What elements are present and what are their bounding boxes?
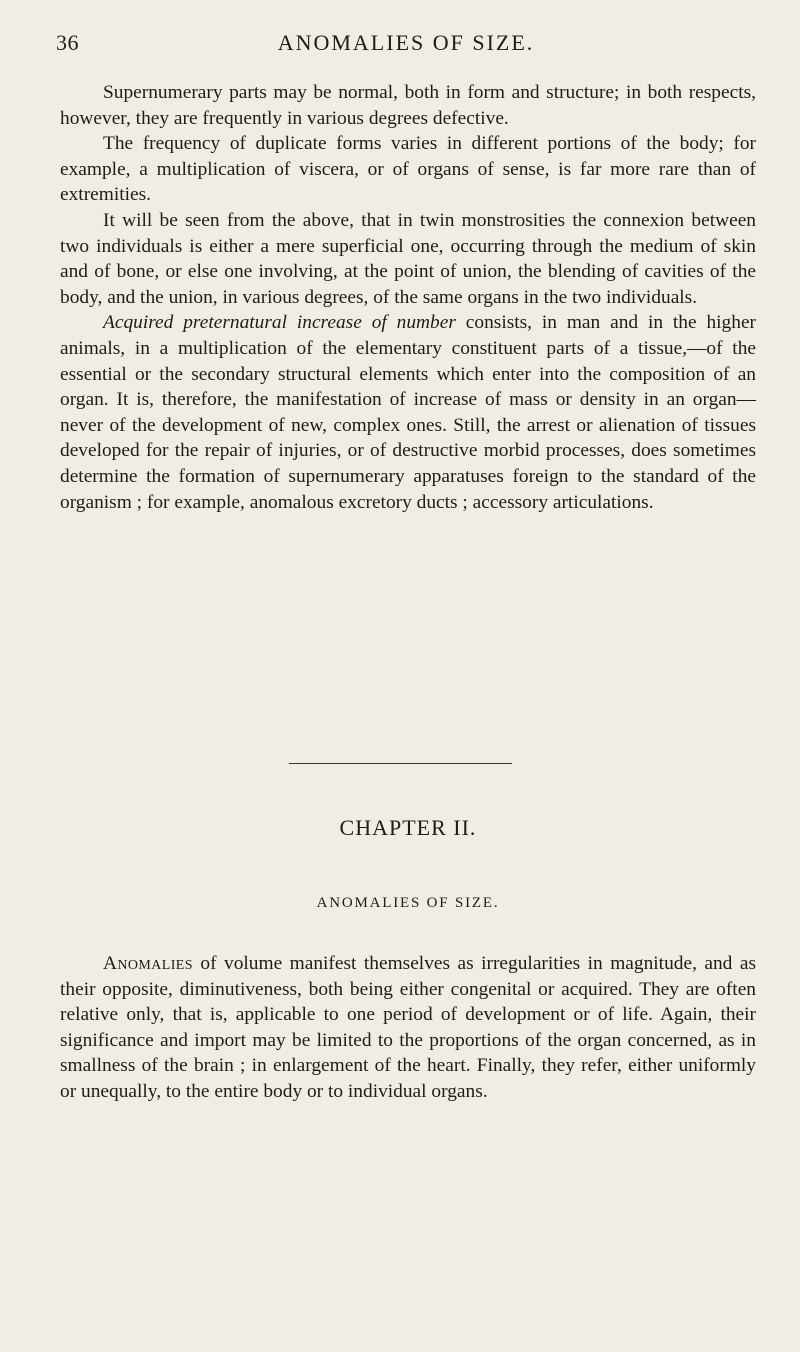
section-divider xyxy=(289,763,512,764)
chapter-title: CHAPTER II. xyxy=(339,815,477,840)
chapter-subtitle: ANOMALIES OF SIZE. xyxy=(316,895,500,911)
paragraph-duplicate-forms: The frequency of duplicate forms varies in different portions of the body; for example, a multiplication of viscera, or of organs of sense, is far more rare than of extremities. xyxy=(60,133,756,206)
paragraph-acquired-increase-text: consists, in man and in the higher animals, in a multiplication of the elementary constituent parts of a tissue,—of the essential or the secondary structural elements which enter into the composition of an organ. It is, therefore, the manifestation of increase of mass or density in an organ—never of the development of new, complex ones. Still, the arrest or alienation of tissues developed for the repair of injuries, or of destructive morbid processes, does sometimes determine the formation of supernumerary apparatuses foreign to the standard of the organism ; for example, anomalous excretory ducts ; accessory articulations. xyxy=(60,312,757,513)
page-number: 36 xyxy=(56,30,79,55)
paragraph-twin-monstrosities: It will be seen from the above, that in twin monstrosities the connexion between two individuals is either a mere superficial one, occurring through the medium of skin and of bone, or else one involving, at the point of union, the blending of cavities of the body, and the union, in various degrees, of the same organs in the two individuals. xyxy=(60,209,756,308)
paragraph-supernumerary-parts: Supernumerary parts may be normal, both in form and structure; in both respects, however, they are frequently in various degrees defective. xyxy=(60,82,756,129)
italic-term: Acquired preternatural increase of number xyxy=(103,312,456,334)
section-one-text xyxy=(60,80,756,515)
lead-word: Anomalies xyxy=(103,953,193,974)
paragraph-anomalies-of-volume xyxy=(60,951,756,1105)
running-head: ANOMALIES OF SIZE. xyxy=(277,30,535,55)
section-two-text xyxy=(60,951,756,1105)
page-header xyxy=(56,30,756,64)
paragraph-anomalies-text: of volume manifest themselves as irregularities in magnitude, and as their opposite, diminutiveness, both being either congenital or acquired. They are often relative only, that is, applicable to one period of development or of life. Again, their significance and import may be limited to the proportions of the organ concerned, as in smallness of the brain ; in enlargement of the heart. Finally, they refer, either uniformly or unequally, to the entire body or to individual organs. xyxy=(60,953,756,1102)
paragraph-acquired-increase xyxy=(60,310,756,515)
